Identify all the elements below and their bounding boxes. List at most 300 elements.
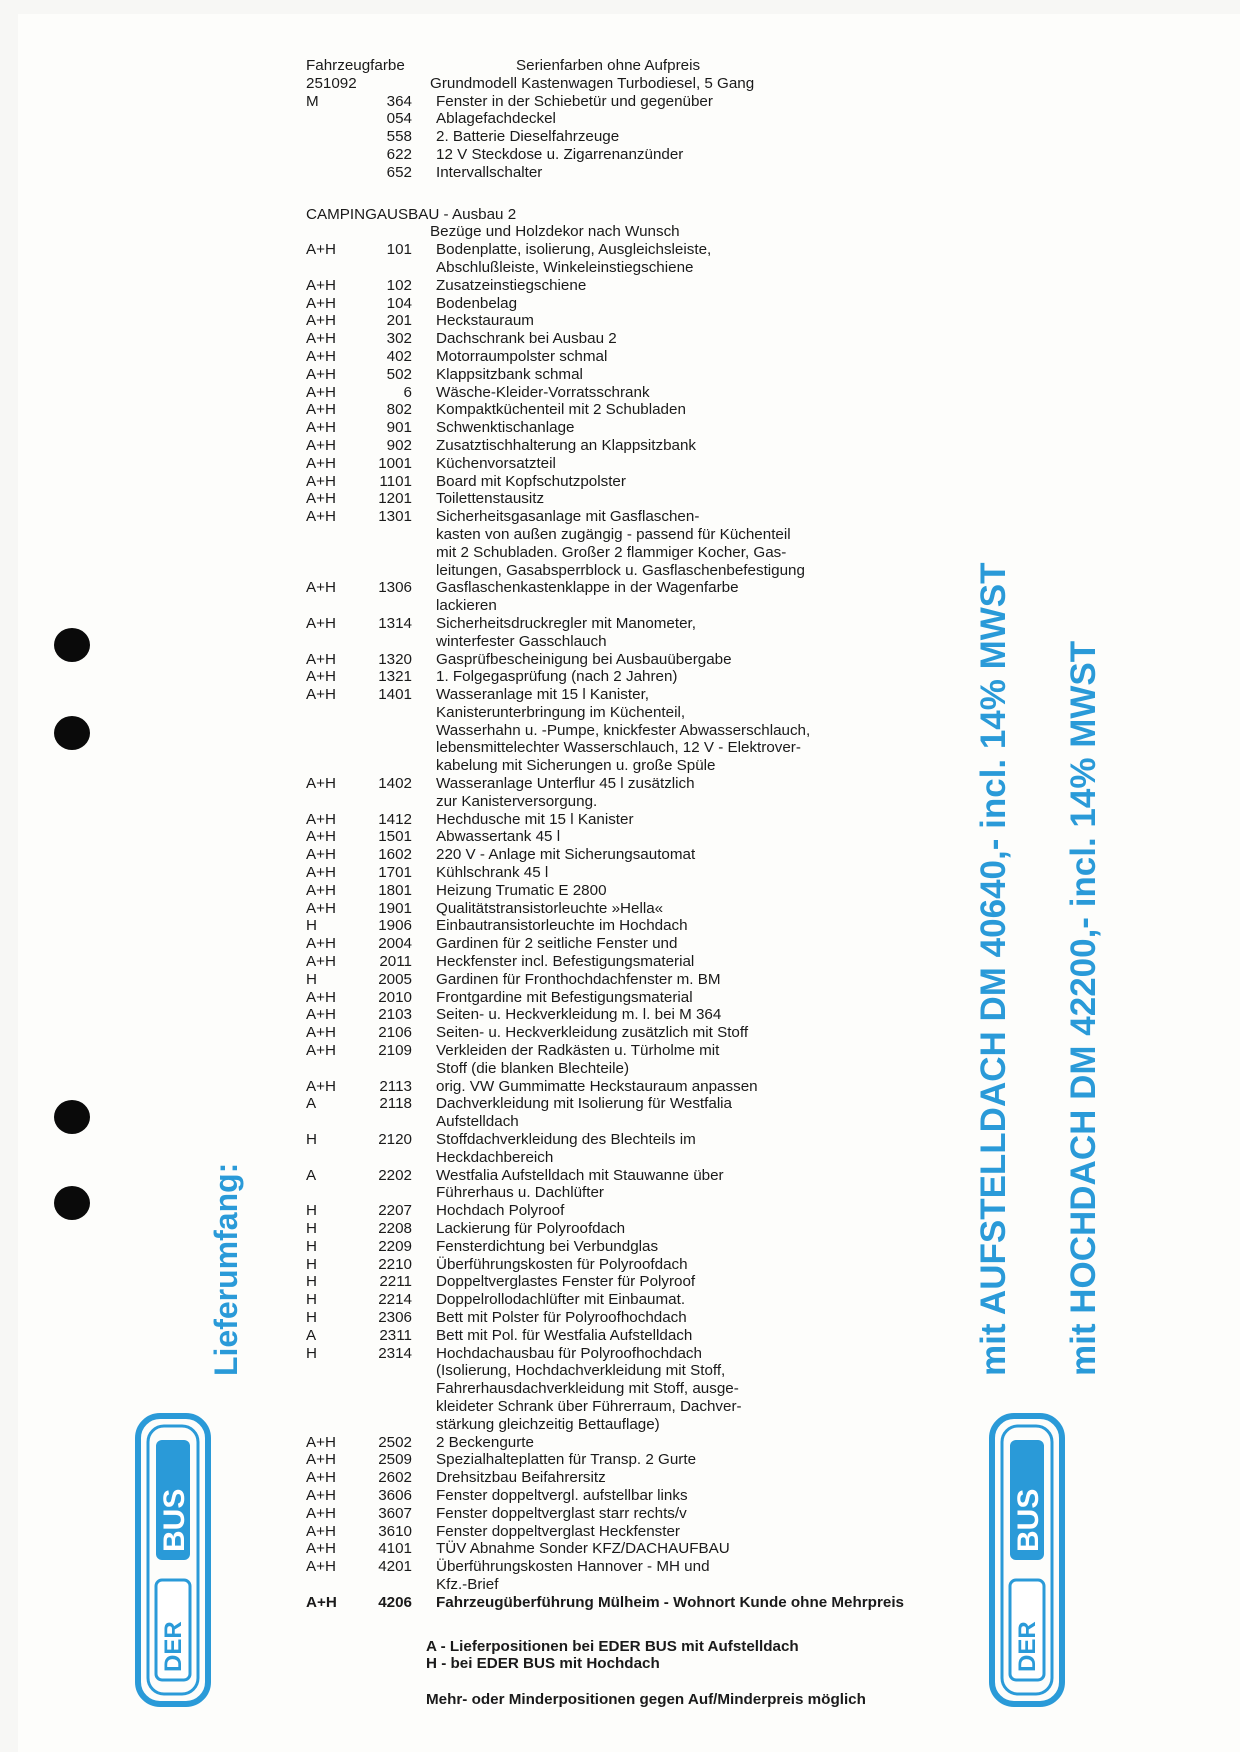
item-desc: Sicherheitsgasanlage mit Gasflaschen-	[436, 508, 700, 526]
item-prefix: H	[306, 1202, 317, 1220]
item-code: 1001	[378, 454, 412, 472]
item-code: 2106	[378, 1024, 412, 1042]
item-prefix: H	[306, 1220, 317, 1237]
item-desc: Seiten- u. Heckverkleidung zusätzlich mit Stoff	[436, 1024, 749, 1042]
punch-hole	[54, 628, 90, 662]
list-item	[306, 971, 946, 989]
item-code	[366, 597, 412, 615]
item-prefix: A+H	[306, 1006, 336, 1024]
item-desc: Schwenktischanlage	[436, 419, 575, 437]
color-row	[306, 57, 946, 75]
item-code	[366, 1416, 412, 1434]
list-item	[306, 1184, 946, 1202]
item-prefix: H	[306, 970, 317, 988]
item-desc: Einbautransistorleuchte im Hochdach	[436, 917, 688, 935]
item-code: 4201	[378, 1558, 412, 1576]
item-desc: Wasserhahn u. -Pumpe, knickfester Abwasserschlauch,	[436, 721, 811, 739]
item-prefix: A+H	[306, 419, 336, 437]
item-code: 1314	[378, 614, 412, 632]
item-code: 101	[386, 241, 412, 259]
item-code	[366, 739, 412, 757]
model-desc: Grundmodell Kastenwagen Turbodiesel, 5 Gang	[430, 74, 755, 92]
item-code	[366, 722, 412, 740]
item-desc: Gardinen für Fronthochdachfenster m. BM	[436, 970, 721, 988]
item-desc: Bett mit Pol. für Westfalia Aufstelldach	[436, 1326, 693, 1344]
item-desc: Bodenplatte, isolierung, Ausgleichsleiste,	[436, 241, 712, 259]
item-desc: Hochdach Polyroof	[436, 1202, 565, 1220]
item-prefix	[306, 633, 366, 651]
item-desc: Zusatztischhalterung an Klappsitzbank	[436, 436, 697, 454]
item-code: 1402	[378, 775, 412, 793]
item-desc: 220 V - Anlage mit Sicherungsautomat	[436, 846, 696, 864]
item-desc: Küchenvorsatzteil	[436, 454, 556, 472]
item-prefix: A+H	[306, 1486, 336, 1504]
item-prefix: A+H	[306, 1024, 336, 1042]
list-item	[306, 455, 946, 473]
item-desc: lebensmittelechter Wasserschlauch, 12 V - Elektrover-	[436, 739, 801, 757]
logo-bus-text: BUS	[158, 1488, 191, 1552]
item-code: 1701	[378, 864, 412, 882]
item-code: 1320	[378, 650, 412, 668]
item-prefix: A+H	[306, 401, 336, 419]
item-prefix: A+H	[306, 935, 336, 953]
item-prefix	[306, 544, 366, 562]
list-item	[306, 348, 946, 366]
item-code: 2118	[379, 1095, 412, 1113]
item-code	[366, 757, 412, 775]
item-desc: Wasseranlage mit 15 l Kanister,	[436, 686, 650, 704]
item-prefix: A+H	[306, 686, 336, 704]
item-desc: Überführungskosten Hannover - MH und	[436, 1558, 710, 1576]
item-desc: Dachschrank bei Ausbau 2	[436, 330, 617, 348]
item-prefix: H	[306, 917, 317, 935]
item-code: 1412	[378, 810, 412, 828]
item-desc: 12 V Steckdose u. Zigarrenanzünder	[436, 145, 684, 163]
item-prefix: A+H	[306, 614, 336, 632]
item-code: 2311	[379, 1326, 412, 1344]
item-desc: Doppelrollodachlüfter mit Einbaumat.	[436, 1291, 686, 1309]
list-item	[306, 1576, 946, 1594]
list-item	[306, 1469, 946, 1487]
item-prefix: A+H	[306, 579, 336, 597]
item-prefix	[306, 793, 366, 811]
punch-hole	[54, 1100, 90, 1134]
item-prefix: A+H	[306, 347, 336, 365]
item-code: 4206	[378, 1593, 412, 1611]
item-prefix	[306, 562, 366, 580]
item-prefix: A+H	[306, 650, 336, 668]
item-prefix: A+H	[306, 899, 336, 917]
list-item	[306, 704, 946, 722]
list-item	[306, 1487, 946, 1505]
item-code: 1101	[379, 472, 412, 490]
list-item	[306, 953, 946, 971]
list-item	[306, 686, 946, 704]
item-code: 1501	[378, 828, 412, 846]
item-desc: zur Kanisterversorgung.	[436, 792, 598, 810]
list-item	[306, 900, 946, 918]
item-prefix: H	[306, 1237, 317, 1255]
list-item	[306, 828, 946, 846]
item-desc: Motorraumpolster schmal	[436, 347, 608, 365]
item-prefix: H	[306, 1273, 317, 1291]
item-desc: Abschlußleiste, Winkeleinstiegschiene	[436, 258, 694, 276]
item-code: 2211	[379, 1273, 412, 1291]
item-desc: Ablagefachdeckel	[436, 110, 556, 128]
list-item	[306, 419, 946, 437]
item-desc: Fahrzeugüberführung Mülheim - Wohnort Kunde ohne Mehrpreis	[436, 1593, 904, 1611]
item-prefix: M	[306, 92, 319, 110]
list-item	[306, 722, 946, 740]
list-item	[306, 1024, 946, 1042]
item-prefix: A+H	[306, 312, 336, 330]
item-prefix	[306, 1113, 366, 1131]
list-item	[306, 1398, 946, 1416]
item-desc: Qualitätstransistorleuchte »Hella«	[436, 899, 664, 917]
item-desc: winterfester Gasschlauch	[436, 632, 607, 650]
model-row	[306, 75, 946, 93]
item-prefix: A+H	[306, 668, 336, 686]
list-item	[306, 1362, 946, 1380]
item-prefix	[306, 1416, 366, 1434]
item-code: 558	[386, 128, 412, 146]
item-code: 2602	[378, 1469, 412, 1487]
item-code: 302	[386, 330, 412, 348]
item-code: 2306	[378, 1308, 412, 1326]
item-prefix: H	[306, 1131, 317, 1149]
list-item	[306, 330, 946, 348]
list-item	[306, 1006, 946, 1024]
item-code: 1901	[378, 899, 412, 917]
list-item	[306, 1558, 946, 1576]
list-item	[306, 384, 946, 402]
item-desc: Bett mit Polster für Polyroofhochdach	[436, 1308, 687, 1326]
list-item	[306, 128, 946, 146]
model-code: 251092	[306, 74, 357, 92]
item-desc: Wäsche-Kleider-Vorratsschrank	[436, 383, 650, 401]
item-code: 622	[386, 145, 412, 163]
item-code: 652	[386, 163, 412, 181]
list-item	[306, 668, 946, 686]
list-item	[306, 93, 946, 111]
list-item	[306, 473, 946, 491]
footnotes	[306, 1638, 946, 1709]
item-prefix: A+H	[306, 1077, 336, 1095]
item-code	[366, 633, 412, 651]
list-item	[306, 1291, 946, 1309]
item-prefix: A+H	[306, 508, 336, 526]
item-code: 6	[403, 383, 412, 401]
list-item	[306, 1202, 946, 1220]
item-desc: orig. VW Gummimatte Heckstauraum anpassen	[436, 1077, 758, 1095]
item-code	[366, 1380, 412, 1398]
item-prefix: A+H	[306, 241, 336, 259]
list-item	[306, 1131, 946, 1149]
list-item	[306, 312, 946, 330]
list-item	[306, 1523, 946, 1541]
list-item	[306, 989, 946, 1007]
item-prefix: A+H	[306, 365, 336, 383]
item-prefix: A+H	[306, 846, 336, 864]
item-desc: stärkung gleichzeitig Bettauflage)	[436, 1415, 660, 1433]
item-code	[366, 1362, 412, 1380]
item-code: 1401	[378, 686, 412, 704]
item-desc: Überführungskosten für Polyroofdach	[436, 1255, 688, 1273]
list-item	[306, 579, 946, 597]
base-item-list	[306, 93, 946, 182]
list-item	[306, 366, 946, 384]
item-desc: mit 2 Schubladen. Großer 2 flammiger Kocher, Gas-	[436, 543, 787, 561]
item-code: 1602	[378, 846, 412, 864]
item-desc: Westfalia Aufstelldach mit Stauwanne über	[436, 1166, 724, 1184]
list-item	[306, 739, 946, 757]
item-code: 902	[386, 436, 412, 454]
item-list	[306, 241, 946, 1611]
list-item	[306, 401, 946, 419]
list-item	[306, 146, 946, 164]
item-prefix: A+H	[306, 810, 336, 828]
list-item	[306, 1078, 946, 1096]
list-item	[306, 1505, 946, 1523]
list-item	[306, 544, 946, 562]
item-desc: Stoff (die blanken Blechteile)	[436, 1059, 630, 1077]
list-item	[306, 935, 946, 953]
item-desc: Fenster doppeltverglast Heckfenster	[436, 1522, 680, 1540]
item-prefix: A+H	[306, 454, 336, 472]
list-item	[306, 615, 946, 633]
item-desc: Board mit Kopfschutzpolster	[436, 472, 626, 490]
item-desc: Klappsitzbank schmal	[436, 365, 583, 383]
item-desc: Kompaktküchenteil mit 2 Schubladen	[436, 401, 686, 419]
item-prefix: A+H	[306, 1558, 336, 1576]
item-desc: 2. Batterie Dieselfahrzeuge	[436, 128, 620, 146]
item-code: 2010	[378, 988, 412, 1006]
item-prefix: A+H	[306, 1522, 336, 1540]
list-item	[306, 1149, 946, 1167]
item-prefix: A+H	[306, 1469, 336, 1487]
list-item	[306, 1345, 946, 1363]
item-prefix: H	[306, 1291, 317, 1309]
item-code: 2210	[378, 1255, 412, 1273]
list-item	[306, 1451, 946, 1469]
item-code: 3607	[378, 1504, 412, 1522]
item-desc: Drehsitzbau Beifahrersitz	[436, 1469, 606, 1487]
item-prefix: A+H	[306, 436, 336, 454]
item-desc: Dachverkleidung mit Isolierung für Westfalia	[436, 1095, 733, 1113]
item-desc: Fenster doppeltvergl. aufstellbar links	[436, 1486, 688, 1504]
list-item	[306, 1594, 946, 1612]
item-desc: Hochdachausbau für Polyroofhochdach	[436, 1344, 702, 1362]
item-desc: Führerhaus u. Dachlüfter	[436, 1184, 604, 1202]
item-prefix	[306, 1380, 366, 1398]
item-desc: (Isolierung, Hochdachverkleidung mit Stoff,	[436, 1362, 726, 1380]
item-code: 201	[386, 312, 412, 330]
footnote-note: Mehr- oder Minderpositionen gegen Auf/Minderpreis möglich	[426, 1691, 866, 1709]
item-code	[366, 1149, 412, 1167]
item-code	[366, 526, 412, 544]
item-desc: Spezialhalteplatten für Transp. 2 Gurte	[436, 1451, 697, 1469]
document-body	[306, 57, 946, 1709]
list-item	[306, 526, 946, 544]
list-item	[306, 110, 946, 128]
list-item	[306, 864, 946, 882]
item-desc: Fenster in der Schiebetür und gegenüber	[436, 92, 713, 110]
camping-subtitle: Bezüge und Holzdekor nach Wunsch	[430, 223, 680, 241]
item-prefix	[306, 146, 366, 164]
item-code: 1321	[378, 668, 412, 686]
item-prefix	[306, 526, 366, 544]
price-aufstelldach: mit AUFSTELLDACH DM 40640,- incl. 14% MWST	[974, 562, 1013, 1376]
item-prefix: A+H	[306, 472, 336, 490]
item-prefix: A+H	[306, 1540, 336, 1558]
item-code: 2113	[379, 1077, 412, 1095]
list-item	[306, 633, 946, 651]
item-prefix: H	[306, 1308, 317, 1326]
item-prefix	[306, 1149, 366, 1167]
item-prefix: A+H	[306, 276, 336, 294]
item-desc: kabelung mit Sicherungen u. große Spüle	[436, 757, 716, 775]
item-desc: Heizung Trumatic E 2800	[436, 881, 607, 899]
item-code	[366, 1184, 412, 1202]
list-item	[306, 1309, 946, 1327]
item-desc: Intervallschalter	[436, 163, 543, 181]
item-prefix: A	[306, 1166, 317, 1184]
item-code: 2202	[378, 1166, 412, 1184]
item-desc: Zusatzeinstiegschiene	[436, 276, 587, 294]
list-item	[306, 277, 946, 295]
list-item	[306, 1273, 946, 1291]
list-item	[306, 241, 946, 259]
item-desc: kleideter Schrank über Führerraum, Dachver-	[436, 1397, 742, 1415]
item-prefix: A+H	[306, 383, 336, 401]
list-item	[306, 1416, 946, 1434]
item-prefix	[306, 1576, 366, 1594]
list-item	[306, 1060, 946, 1078]
item-code: 1906	[378, 917, 412, 935]
list-item	[306, 562, 946, 580]
list-item	[306, 1327, 946, 1345]
item-prefix: A	[306, 1326, 317, 1344]
item-prefix: A+H	[306, 1593, 337, 1611]
item-code: 2314	[378, 1344, 412, 1362]
item-code: 1801	[378, 881, 412, 899]
logo-der-text: DER	[160, 1621, 187, 1672]
item-prefix: A+H	[306, 881, 336, 899]
price-hochdach: mit HOCHDACH DM 42200,- incl. 14% MWST	[1064, 640, 1103, 1376]
item-prefix: A+H	[306, 1433, 336, 1451]
item-prefix	[306, 597, 366, 615]
item-prefix: A+H	[306, 988, 336, 1006]
item-code: 2011	[379, 953, 412, 971]
item-prefix	[306, 757, 366, 775]
item-code	[366, 1060, 412, 1078]
item-desc: Toilettenstausitz	[436, 490, 545, 508]
item-code: 2005	[378, 970, 412, 988]
item-code: 1301	[378, 508, 412, 526]
item-desc: Bodenbelag	[436, 294, 518, 312]
list-item	[306, 1256, 946, 1274]
item-prefix: A+H	[306, 1451, 336, 1469]
item-prefix	[306, 739, 366, 757]
item-code: 4101	[378, 1540, 412, 1558]
item-prefix: A+H	[306, 294, 336, 312]
item-desc: Gasflaschenkastenklappe in der Wagenfarbe	[436, 579, 739, 597]
item-desc: TÜV Abnahme Sonder KFZ/DACHAUFBAU	[436, 1540, 730, 1558]
item-desc: lackieren	[436, 597, 497, 615]
color-value: Serienfarben ohne Aufpreis	[516, 57, 701, 74]
item-desc: Wasseranlage Unterflur 45 l zusätzlich	[436, 775, 695, 793]
item-desc: Seiten- u. Heckverkleidung m. l. bei M 364	[436, 1006, 722, 1024]
item-code: 2207	[378, 1202, 412, 1220]
list-item	[306, 1095, 946, 1113]
item-prefix	[306, 1362, 366, 1380]
item-code: 364	[386, 92, 412, 110]
item-code	[366, 793, 412, 811]
item-desc: kasten von außen zugängig - passend für Küchenteil	[436, 525, 791, 543]
item-code	[366, 1113, 412, 1131]
punch-hole	[54, 1186, 90, 1220]
item-code	[366, 704, 412, 722]
item-prefix	[306, 128, 366, 146]
der-bus-logo	[986, 1410, 1068, 1710]
item-prefix	[306, 259, 366, 277]
item-code	[366, 1576, 412, 1594]
item-desc: Lackierung für Polyroofdach	[436, 1220, 626, 1237]
side-title: Lieferumfang:	[208, 1162, 244, 1376]
item-prefix: A	[306, 1095, 317, 1113]
color-label: Fahrzeugfarbe	[306, 57, 405, 74]
list-item	[306, 811, 946, 829]
item-prefix: A+H	[306, 864, 336, 882]
item-prefix: A+H	[306, 1504, 336, 1522]
item-prefix	[306, 110, 366, 128]
item-prefix: A+H	[306, 490, 336, 508]
item-prefix: H	[306, 1344, 317, 1362]
item-desc: Gasprüfbescheinigung bei Ausbauübergabe	[436, 650, 732, 668]
item-code	[366, 259, 412, 277]
item-code	[366, 1398, 412, 1416]
item-code: 2209	[378, 1237, 412, 1255]
item-code: 104	[386, 294, 412, 312]
list-item	[306, 259, 946, 277]
item-desc: Heckstauraum	[436, 312, 534, 330]
item-code: 1306	[378, 579, 412, 597]
punch-hole	[54, 716, 90, 750]
item-desc: Abwassertank 45 l	[436, 828, 561, 846]
footnote-h: H - bei EDER BUS mit Hochdach	[426, 1655, 660, 1673]
item-desc: Doppeltverglastes Fenster für Polyroof	[436, 1273, 696, 1291]
item-desc: Kfz.-Brief	[436, 1575, 499, 1593]
item-desc: Kühlschrank 45 l	[436, 864, 549, 882]
list-item	[306, 757, 946, 775]
item-code: 2103	[378, 1006, 412, 1024]
item-prefix	[306, 1398, 366, 1416]
item-prefix: A+H	[306, 828, 336, 846]
item-desc: Fensterdichtung bei Verbundglas	[436, 1237, 659, 1255]
item-prefix	[306, 1184, 366, 1202]
item-desc: 1. Folgegasprüfung (nach 2 Jahren)	[436, 668, 678, 686]
item-desc: Fenster doppeltverglast starr rechts/v	[436, 1504, 687, 1522]
item-code: 3610	[378, 1522, 412, 1540]
item-code: 1201	[378, 490, 412, 508]
item-prefix: A+H	[306, 330, 336, 348]
item-code: 402	[386, 347, 412, 365]
item-desc: 2 Beckengurte	[436, 1433, 534, 1451]
item-desc: Sicherheitsdruckregler mit Manometer,	[436, 614, 696, 632]
list-item	[306, 917, 946, 935]
item-code: 2509	[378, 1451, 412, 1469]
footnote-a: A - Lieferpositionen bei EDER BUS mit Aufstelldach	[426, 1637, 799, 1655]
